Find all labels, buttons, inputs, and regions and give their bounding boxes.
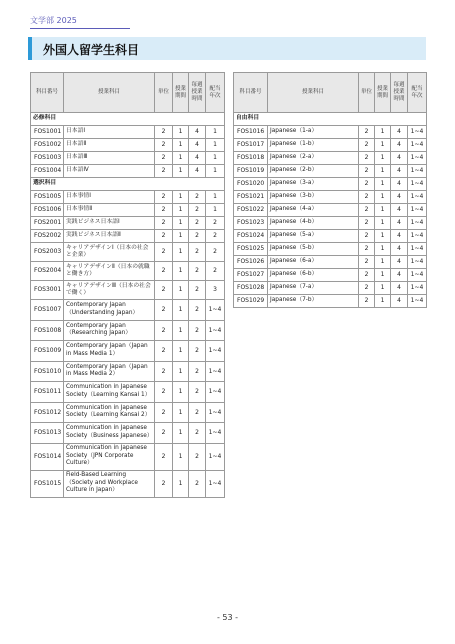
table-row [31, 341, 225, 362]
cell-hours: 2 [189, 230, 206, 243]
cell-period: 1 [173, 382, 189, 403]
cell-credits: 2 [359, 217, 375, 230]
cell-code: FOS1022 [234, 204, 268, 217]
cell-period: 1 [173, 165, 189, 178]
cell-credits: 2 [359, 230, 375, 243]
cell-name: 日本事情Ⅰ [64, 191, 155, 204]
cell-credits: 2 [155, 165, 173, 178]
table-row [234, 295, 427, 308]
cell-year: 2 [206, 243, 225, 262]
table-row [31, 165, 225, 178]
cell-name: キャリアデザインⅡ（日本の就職と働き方） [64, 262, 155, 281]
cell-name: Communication in Japanese Society（JPN Corporate Culture） [64, 443, 155, 470]
cell-credits: 2 [359, 295, 375, 308]
cell-period: 1 [173, 204, 189, 217]
cell-code: FOS2002 [31, 230, 64, 243]
cell-name: Communication in Japanese Society（Learning Kansai 2） [64, 402, 155, 423]
cell-year: 1~4 [206, 320, 225, 341]
col-header-period: 授業期間 [375, 73, 391, 113]
cell-code: FOS1012 [31, 402, 64, 423]
cell-year: 2 [206, 230, 225, 243]
cell-hours: 2 [189, 361, 206, 382]
cell-code: FOS1011 [31, 382, 64, 403]
cell-hours: 2 [189, 243, 206, 262]
cell-code: FOS1005 [31, 191, 64, 204]
cell-year: 1~4 [408, 191, 427, 204]
cell-period: 1 [375, 152, 391, 165]
cell-year: 1 [206, 152, 225, 165]
cell-hours: 4 [189, 165, 206, 178]
table-header-row [31, 73, 225, 113]
cell-code: FOS1026 [234, 256, 268, 269]
cell-name: 日本語Ⅲ [64, 152, 155, 165]
col-header-credits: 単位 [359, 73, 375, 113]
cell-name: 実践ビジネス日本語Ⅰ [64, 217, 155, 230]
cell-year: 1~4 [408, 282, 427, 295]
cell-year: 1~4 [408, 139, 427, 152]
cell-period: 1 [173, 139, 189, 152]
cell-hours: 4 [189, 152, 206, 165]
cell-name: Japanese（5-a） [268, 230, 359, 243]
cell-period: 1 [173, 470, 189, 497]
cell-code: FOS3001 [31, 281, 64, 300]
cell-year: 1~4 [206, 341, 225, 362]
cell-period: 1 [173, 341, 189, 362]
col-header-name: 授業科目 [268, 73, 359, 113]
header-label: 文学部 2025 [30, 16, 77, 25]
cell-name: Contemporary Japan（Japan in Mass Media 2） [64, 361, 155, 382]
cell-code: FOS1018 [234, 152, 268, 165]
cell-year: 1~4 [408, 178, 427, 191]
cell-code: FOS1027 [234, 269, 268, 282]
cell-period: 1 [173, 217, 189, 230]
cell-period: 1 [173, 423, 189, 444]
cell-name: Japanese（2-b） [268, 165, 359, 178]
cell-name: Japanese（3-a） [268, 178, 359, 191]
cell-name: Contemporary Japan（Researching Japan） [64, 320, 155, 341]
section-title: 外国人留学生科目 [43, 43, 140, 57]
cell-name: 日本語Ⅰ [64, 126, 155, 139]
cell-year: 1~4 [408, 243, 427, 256]
cell-hours: 2 [189, 341, 206, 362]
table-row [31, 281, 225, 300]
cell-credits: 2 [155, 191, 173, 204]
cell-credits: 2 [359, 243, 375, 256]
cell-code: FOS1016 [234, 126, 268, 139]
cell-credits: 2 [155, 382, 173, 403]
cell-credits: 2 [359, 282, 375, 295]
cell-name: Communication in Japanese Society（Business Japanese） [64, 423, 155, 444]
cell-credits: 2 [155, 361, 173, 382]
cell-hours: 4 [189, 126, 206, 139]
cell-name: Japanese（7-b） [268, 295, 359, 308]
cell-code: FOS1002 [31, 139, 64, 152]
cell-hours: 4 [391, 282, 408, 295]
cell-hours: 4 [391, 191, 408, 204]
cell-hours: 2 [189, 382, 206, 403]
cell-year: 1~4 [408, 204, 427, 217]
cell-code: FOS1015 [31, 470, 64, 497]
cell-year: 2 [206, 262, 225, 281]
cell-year: 1 [206, 191, 225, 204]
cell-hours: 2 [189, 262, 206, 281]
cell-name: Japanese（2-a） [268, 152, 359, 165]
cell-name: Field-Based Learning（Society and Workplace Culture in Japan） [64, 470, 155, 497]
table-row [234, 282, 427, 295]
cell-hours: 2 [189, 191, 206, 204]
cell-name: Japanese（6-a） [268, 256, 359, 269]
cell-code: FOS1007 [31, 300, 64, 321]
cell-code: FOS1021 [234, 191, 268, 204]
cell-period: 1 [173, 126, 189, 139]
cell-period: 1 [375, 126, 391, 139]
cell-code: FOS1003 [31, 152, 64, 165]
table-row [31, 300, 225, 321]
cell-credits: 2 [155, 262, 173, 281]
cell-credits: 2 [155, 341, 173, 362]
cell-credits: 2 [359, 165, 375, 178]
cell-hours: 4 [391, 165, 408, 178]
cell-hours: 4 [189, 139, 206, 152]
cell-year: 1~4 [408, 126, 427, 139]
table-row [31, 262, 225, 281]
cell-year: 1 [206, 126, 225, 139]
cell-year: 1~4 [206, 423, 225, 444]
cell-year: 1~4 [206, 361, 225, 382]
cell-credits: 2 [359, 139, 375, 152]
cell-year: 1~4 [206, 402, 225, 423]
cell-period: 1 [173, 262, 189, 281]
table-row [31, 402, 225, 423]
cell-code: FOS1006 [31, 204, 64, 217]
table-row [31, 443, 225, 470]
table-row [234, 139, 427, 152]
cell-hours: 2 [189, 402, 206, 423]
cell-credits: 2 [155, 402, 173, 423]
cell-period: 1 [173, 443, 189, 470]
cell-period: 1 [375, 217, 391, 230]
cell-code: FOS2001 [31, 217, 64, 230]
cell-code: FOS1025 [234, 243, 268, 256]
cell-hours: 2 [189, 320, 206, 341]
cell-year: 1~4 [408, 295, 427, 308]
cell-name: Japanese（4-b） [268, 217, 359, 230]
cell-period: 1 [375, 243, 391, 256]
cell-year: 1~4 [408, 165, 427, 178]
table-row [234, 217, 427, 230]
cell-hours: 2 [189, 443, 206, 470]
cell-period: 1 [173, 230, 189, 243]
cell-code: FOS1017 [234, 139, 268, 152]
table-row [31, 423, 225, 444]
header-rule [30, 28, 130, 29]
table-header-row [234, 73, 427, 113]
cell-credits: 2 [155, 152, 173, 165]
cell-hours: 4 [391, 217, 408, 230]
cell-code: FOS1010 [31, 361, 64, 382]
cell-code: FOS1004 [31, 165, 64, 178]
cell-name: Japanese（1-a） [268, 126, 359, 139]
table-row [31, 204, 225, 217]
cell-credits: 2 [155, 423, 173, 444]
section-header: 選択科目 [31, 178, 225, 191]
cell-year: 1~4 [206, 470, 225, 497]
cell-period: 1 [375, 165, 391, 178]
cell-credits: 2 [155, 230, 173, 243]
cell-credits: 2 [155, 126, 173, 139]
table-row [31, 191, 225, 204]
cell-code: FOS1019 [234, 165, 268, 178]
col-header-code: 科目番号 [31, 73, 64, 113]
title-accent-bar [28, 37, 32, 60]
cell-hours: 4 [391, 204, 408, 217]
cell-year: 1~4 [206, 300, 225, 321]
cell-year: 1~4 [408, 256, 427, 269]
cell-year: 1~4 [408, 269, 427, 282]
table-row [31, 139, 225, 152]
cell-credits: 2 [155, 443, 173, 470]
cell-code: FOS1008 [31, 320, 64, 341]
cell-period: 1 [173, 402, 189, 423]
cell-name: Contemporary Japan（Japan in Mass Media 1） [64, 341, 155, 362]
cell-hours: 4 [391, 256, 408, 269]
cell-credits: 2 [359, 178, 375, 191]
cell-name: Japanese（1-b） [268, 139, 359, 152]
cell-code: FOS2003 [31, 243, 64, 262]
page-number: - 53 - [216, 613, 239, 622]
cell-period: 1 [173, 361, 189, 382]
table-row [31, 382, 225, 403]
table-row [234, 256, 427, 269]
table-row [234, 230, 427, 243]
cell-credits: 2 [359, 191, 375, 204]
cell-code: FOS2004 [31, 262, 64, 281]
table-row [234, 152, 427, 165]
col-header-year: 配当年次 [408, 73, 427, 113]
cell-hours: 2 [189, 281, 206, 300]
cell-period: 1 [375, 191, 391, 204]
cell-credits: 2 [359, 126, 375, 139]
table-row [31, 361, 225, 382]
cell-year: 1~4 [206, 443, 225, 470]
cell-name: Communication in Japanese Society（Learning Kansai 1） [64, 382, 155, 403]
cell-credits: 2 [155, 243, 173, 262]
cell-code: FOS1020 [234, 178, 268, 191]
cell-name: Japanese（5-b） [268, 243, 359, 256]
cell-period: 1 [375, 139, 391, 152]
cell-credits: 2 [155, 300, 173, 321]
section-header-row [31, 113, 225, 126]
cell-period: 1 [375, 269, 391, 282]
table-row [31, 243, 225, 262]
section-header: 自由科目 [234, 113, 427, 126]
cell-hours: 2 [189, 300, 206, 321]
table-row [234, 243, 427, 256]
cell-year: 1~4 [408, 152, 427, 165]
cell-credits: 2 [155, 281, 173, 300]
cell-hours: 4 [391, 269, 408, 282]
cell-hours: 4 [391, 243, 408, 256]
cell-year: 1~4 [408, 217, 427, 230]
table-row [31, 126, 225, 139]
cell-period: 1 [173, 281, 189, 300]
table-row [31, 152, 225, 165]
section-header: 必修科目 [31, 113, 225, 126]
cell-credits: 2 [155, 204, 173, 217]
cell-code: FOS1029 [234, 295, 268, 308]
cell-hours: 2 [189, 470, 206, 497]
cell-period: 1 [375, 256, 391, 269]
table-row [31, 217, 225, 230]
cell-period: 1 [173, 243, 189, 262]
right-course-table [233, 72, 427, 308]
cell-period: 1 [375, 282, 391, 295]
col-header-hours: 毎週授業時間 [391, 73, 408, 113]
table-row [234, 191, 427, 204]
table-row [234, 126, 427, 139]
cell-code: FOS1014 [31, 443, 64, 470]
cell-credits: 2 [155, 139, 173, 152]
section-header-row [31, 178, 225, 191]
cell-period: 1 [375, 295, 391, 308]
cell-year: 1 [206, 139, 225, 152]
cell-year: 3 [206, 281, 225, 300]
cell-code: FOS1013 [31, 423, 64, 444]
cell-year: 1~4 [408, 230, 427, 243]
cell-name: キャリアデザインⅠ（日本の社会と企業） [64, 243, 155, 262]
cell-year: 1~4 [206, 382, 225, 403]
cell-credits: 2 [359, 204, 375, 217]
cell-year: 1 [206, 204, 225, 217]
col-header-code: 科目番号 [234, 73, 268, 113]
cell-period: 1 [173, 152, 189, 165]
cell-period: 1 [375, 204, 391, 217]
table-row [31, 230, 225, 243]
cell-period: 1 [173, 300, 189, 321]
cell-name: 日本事情Ⅱ [64, 204, 155, 217]
section-title-bar [28, 37, 426, 60]
col-header-period: 授業期間 [173, 73, 189, 113]
cell-hours: 4 [391, 126, 408, 139]
cell-code: FOS1001 [31, 126, 64, 139]
cell-credits: 2 [155, 217, 173, 230]
col-header-year: 配当年次 [206, 73, 225, 113]
cell-code: FOS1023 [234, 217, 268, 230]
cell-name: Japanese（4-a） [268, 204, 359, 217]
cell-credits: 2 [155, 320, 173, 341]
cell-hours: 4 [391, 139, 408, 152]
table-row [234, 165, 427, 178]
cell-year: 2 [206, 217, 225, 230]
cell-code: FOS1024 [234, 230, 268, 243]
cell-name: キャリアデザインⅢ（日本の社会で働く） [64, 281, 155, 300]
cell-period: 1 [375, 230, 391, 243]
cell-hours: 4 [391, 152, 408, 165]
col-header-hours: 毎週授業時間 [189, 73, 206, 113]
table-row [234, 269, 427, 282]
cell-code: FOS1028 [234, 282, 268, 295]
cell-hours: 2 [189, 204, 206, 217]
cell-period: 1 [173, 191, 189, 204]
cell-name: Japanese（3-b） [268, 191, 359, 204]
cell-credits: 2 [155, 470, 173, 497]
section-header-row [234, 113, 427, 126]
table-row [31, 320, 225, 341]
cell-period: 1 [375, 178, 391, 191]
cell-hours: 4 [391, 230, 408, 243]
cell-name: Contemporary Japan（Understanding Japan） [64, 300, 155, 321]
left-course-table [30, 72, 225, 498]
cell-name: 日本語Ⅳ [64, 165, 155, 178]
cell-name: 日本語Ⅱ [64, 139, 155, 152]
table-row [234, 204, 427, 217]
table-row [234, 178, 427, 191]
cell-credits: 2 [359, 256, 375, 269]
col-header-name: 授業科目 [64, 73, 155, 113]
cell-code: FOS1009 [31, 341, 64, 362]
cell-year: 1 [206, 165, 225, 178]
col-header-credits: 単位 [155, 73, 173, 113]
cell-credits: 2 [359, 152, 375, 165]
cell-hours: 4 [391, 295, 408, 308]
cell-name: Japanese（7-a） [268, 282, 359, 295]
cell-name: Japanese（6-b） [268, 269, 359, 282]
cell-hours: 2 [189, 217, 206, 230]
cell-name: 実践ビジネス日本語Ⅱ [64, 230, 155, 243]
cell-period: 1 [173, 320, 189, 341]
table-row [31, 470, 225, 497]
cell-credits: 2 [359, 269, 375, 282]
cell-hours: 4 [391, 178, 408, 191]
cell-hours: 2 [189, 423, 206, 444]
